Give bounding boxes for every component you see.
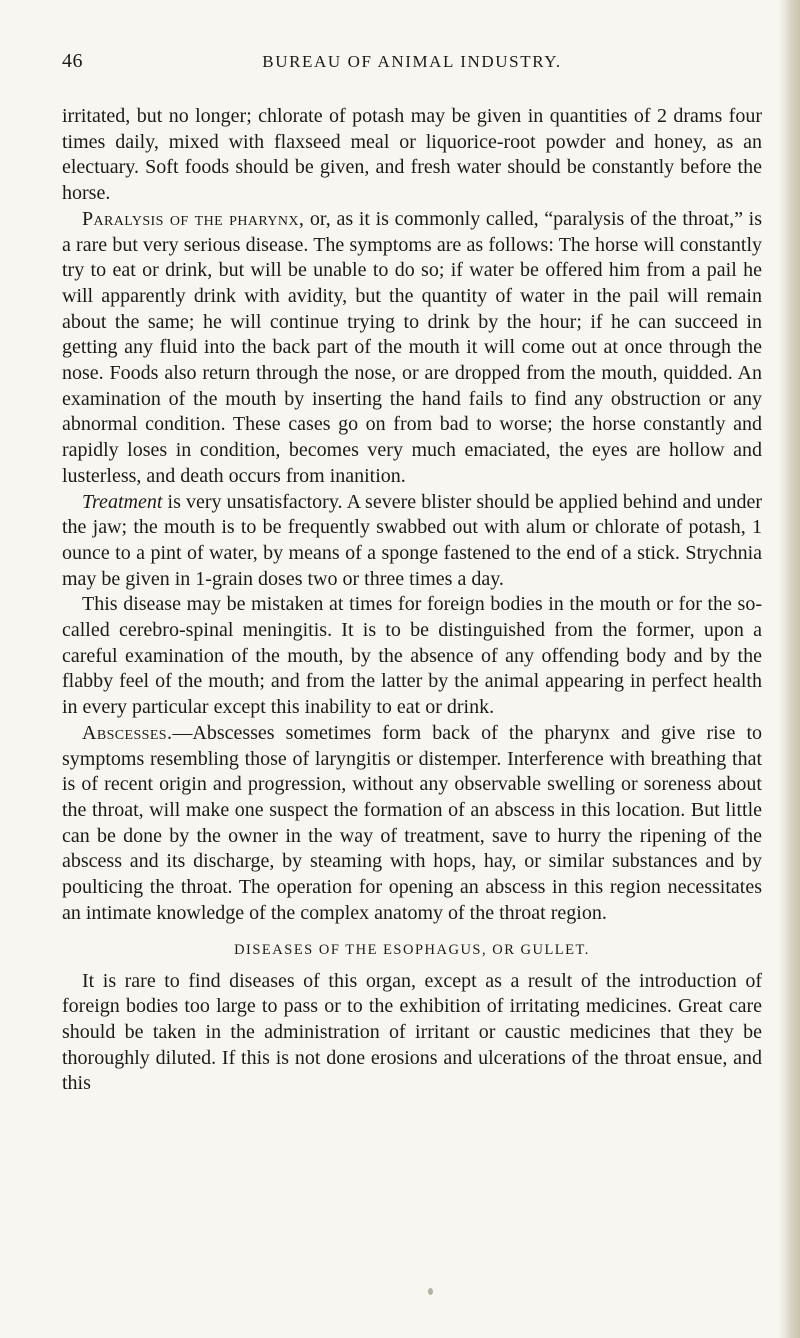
paragraph-differential-diagnosis	[62, 592, 762, 721]
paragraph-esophagus	[62, 969, 762, 1098]
page-number: 46	[62, 50, 83, 72]
body-text	[62, 104, 762, 1097]
paragraph-text: is very unsatisfactory. A severe blister should be applied behind and under the jaw; the mouth is to be frequently swabbed out with alum or chlorate of potash, 1 ounce to a pint of water, by means of a sponge fastened to the end of a stick. Strychnia may be given in 1-grain doses two or three times a day.	[62, 490, 762, 590]
paragraph-abscesses	[62, 721, 762, 927]
paragraph-text: irritated, but no longer; chlorate of potash may be given in quantities of 2 drams four times daily, mixed with flaxseed meal or liquorice-root powder and honey, as an electuary. Soft foods should be given, and fresh water should be constantly before the horse.	[62, 105, 762, 205]
paragraph-lead-treatment: Treatment	[82, 490, 163, 513]
paragraph-text: —Abscesses sometimes form back of the pharynx and give rise to symptoms resembling those of laryngitis or distemper. Interference with breathing that is of recent origin and progression, without any observable swelling or soreness about the throat, will make one suspect the formation of an abscess in this location. But little can be done by the owner in the way of treatment, save to hurry the ripening of the abscess and its discharge, by steaming with hops, hay, or similar substances and by poulticing the throat. The operation for opening an abscess in this region necessitates an intimate knowledge of the complex anatomy of the throat region.	[62, 721, 762, 924]
page-header	[62, 50, 762, 82]
paper-blemish	[428, 1288, 433, 1295]
page-edge-shadow	[778, 0, 800, 1338]
paragraph-paralysis-of-pharynx	[62, 207, 762, 490]
paragraph-text: It is rare to find diseases of this organ, except as a result of the introduction of foreign bodies too large to pass or to the exhibition of irritating medicines. Great care should be taken in the administration of irritant or caustic medicines that they be thoroughly diluted. If this is not done erosions and ulcerations of the throat ensue, and this	[62, 969, 762, 1095]
paragraph-irritated	[62, 104, 762, 207]
paragraph-lead-abscesses: Abscesses.	[82, 721, 173, 744]
paragraph-text: This disease may be mistaken at times for foreign bodies in the mouth or for the so-called cerebro-spinal meningitis. It is to be distinguished from the former, upon a careful examination of the mouth, by the absence of any offending body and by the flabby feel of the mouth; and from the latter by the animal appearing in perfect health in every particular except this inability to eat or drink.	[62, 593, 762, 719]
paragraph-treatment	[62, 490, 762, 593]
paragraph-text: or, as it is commonly called, “paralysis of the throat,” is a rare but very serious disease. The symptoms are as follows: The horse will constantly try to eat or drink, but will be unable to do so; if water be offered him from a pail he will apparently drink with avidity, but the quantity of water in the pail will remain about the same; he will continue trying to drink by the hour; if he can succeed in getting any fluid into the back part of the mouth it will come out at once through the nose. Foods also return through the nose, or are dropped from the mouth, quidded. An examination of the mouth by inserting the hand fails to find any obstruction or any abnormal condition. These cases go on from bad to worse; the horse constantly and rapidly loses in condition, becomes very much emaciated, the eyes are hollow and lusterless, and death occurs from inanition.	[62, 207, 762, 487]
paragraph-lead-paralysis: Paralysis of the pharynx,	[82, 207, 305, 230]
section-heading-esophagus: DISEASES OF THE ESOPHAGUS, OR GULLET.	[234, 941, 590, 958]
running-head: BUREAU OF ANIMAL INDUSTRY.	[262, 52, 562, 71]
